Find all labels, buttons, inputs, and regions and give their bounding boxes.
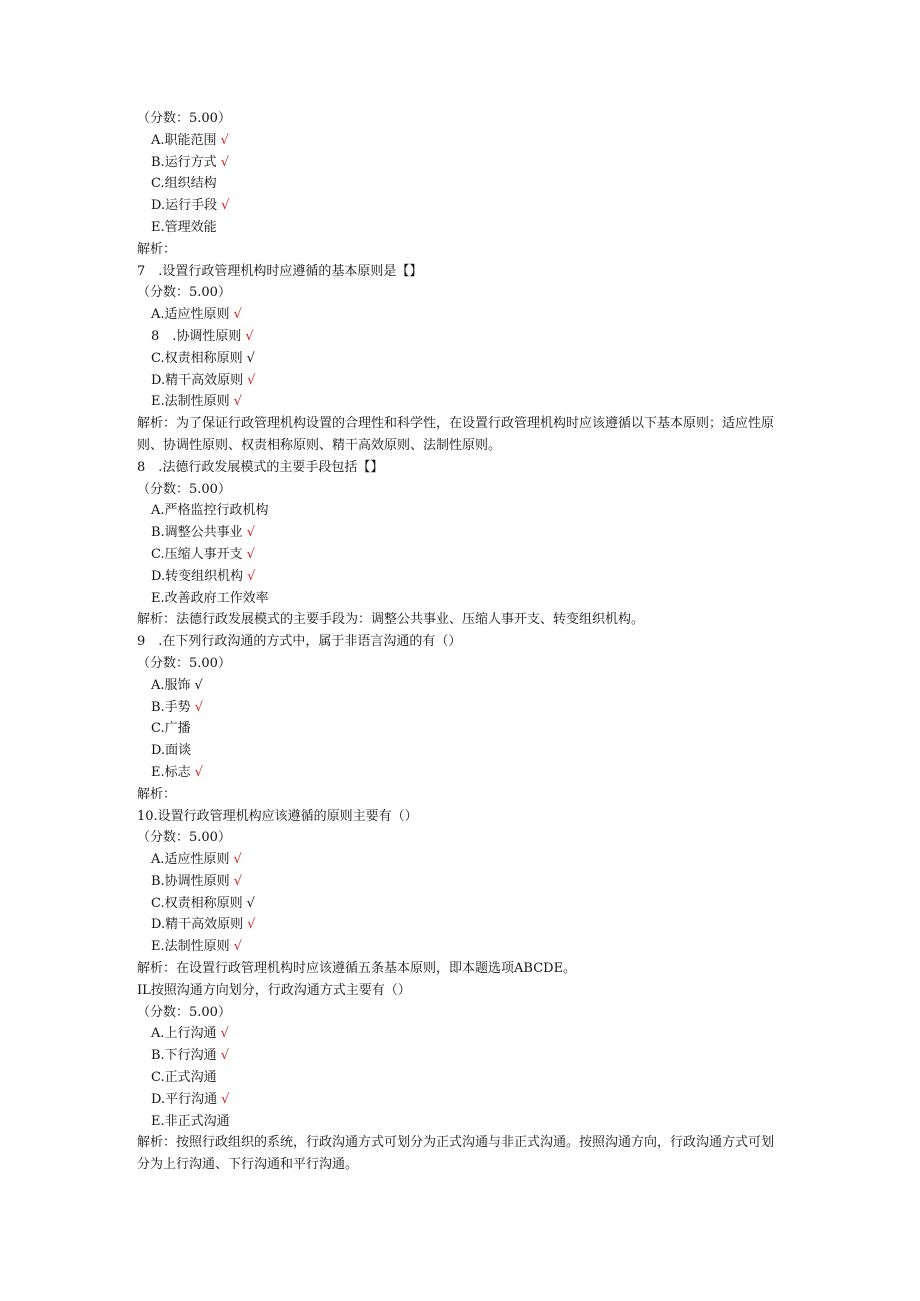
option-text: A.服饰 — [151, 677, 191, 693]
check-mark-icon: √ — [220, 154, 229, 170]
check-mark-icon: √ — [220, 132, 229, 148]
option-item — [0, 391, 920, 413]
option-text: C.压缩人事开支 — [151, 546, 243, 562]
analysis-label: 解析： — [137, 1135, 177, 1151]
option-text: A.适应性原则 — [151, 307, 230, 323]
option-item — [0, 1023, 920, 1045]
check-mark-icon: √ — [220, 1048, 229, 1064]
question-title: 10.设置行政管理机构应该遵循的原则主要有（） — [137, 808, 418, 824]
option-item — [0, 588, 920, 610]
option-text: C.组织结构 — [151, 176, 217, 192]
option-item — [0, 871, 920, 893]
option-item — [0, 936, 920, 958]
check-mark-icon: √ — [194, 699, 203, 715]
check-mark-icon: √ — [245, 328, 254, 344]
option-text: E.管理效能 — [151, 219, 217, 235]
question-title: 9 .在下列行政沟通的方式中，属于非语言沟通的有（） — [137, 634, 462, 650]
option-text: B.手势 — [151, 699, 191, 715]
check-mark-icon: √ — [246, 895, 255, 911]
option-text: B.下行沟通 — [151, 1048, 217, 1064]
analysis-paragraph — [0, 784, 920, 806]
option-text: E.法制性原则 — [151, 939, 230, 955]
option-text: D.运行手段 — [151, 198, 218, 214]
option-text: E.改善政府工作效率 — [151, 590, 269, 606]
option-item — [0, 1045, 920, 1067]
analysis-label: 解析： — [137, 786, 177, 802]
option-item — [0, 697, 920, 719]
analysis-label: 解析： — [137, 241, 177, 257]
option-item — [0, 348, 920, 370]
option-item — [0, 152, 920, 174]
option-text: D.精干高效原则 — [151, 917, 244, 933]
option-text: C.广播 — [151, 721, 191, 737]
option-item — [0, 1067, 920, 1089]
check-mark-icon: √ — [247, 568, 256, 584]
option-text: C.权责相称原则 — [151, 350, 243, 366]
option-item — [0, 500, 920, 522]
option-item — [0, 849, 920, 871]
option-item — [0, 173, 920, 195]
option-item — [0, 893, 920, 915]
check-mark-icon: √ — [233, 394, 242, 410]
check-mark-icon: √ — [233, 873, 242, 889]
option-item — [0, 130, 920, 152]
option-text: C.权责相称原则 — [151, 895, 243, 911]
option-text: E.标志 — [151, 764, 191, 780]
analysis-text: 按照行政组织的系统，行政沟通方式可划分为正式沟通与非正式沟通。按照沟通方向，行政沟通方式可划分为上行沟通、下行沟通和平行沟通。 — [137, 1135, 775, 1173]
option-text: B.协调性原则 — [151, 873, 230, 889]
option-item — [0, 304, 920, 326]
check-mark-icon: √ — [194, 764, 203, 780]
option-text: D.面谈 — [151, 743, 192, 759]
check-mark-icon: √ — [246, 546, 255, 562]
option-item — [0, 370, 920, 392]
check-mark-icon: √ — [221, 198, 230, 214]
option-item — [0, 544, 920, 566]
analysis-paragraph — [0, 1132, 785, 1176]
option-text: D.平行沟通 — [151, 1091, 218, 1107]
score-label: （分数：5.00） — [137, 1004, 231, 1020]
check-mark-icon: √ — [246, 525, 255, 541]
score-label: （分数：5.00） — [137, 285, 231, 301]
analysis-paragraph — [0, 413, 785, 457]
check-mark-icon: √ — [221, 1091, 230, 1107]
option-text: A.严格监控行政机构 — [151, 503, 269, 519]
check-mark-icon: √ — [247, 372, 256, 388]
question-title: 8 .法德行政发展模式的主要手段包括【】 — [137, 459, 384, 475]
option-text: B.调整公共事业 — [151, 525, 243, 541]
score-label: （分数：5.00） — [137, 830, 231, 846]
option-text: E.法制性原则 — [151, 394, 230, 410]
check-mark-icon: √ — [233, 852, 242, 868]
analysis-paragraph — [0, 239, 920, 261]
score-label: （分数：5.00） — [137, 655, 231, 671]
question-title: IL按照沟通方向划分，行政沟通方式主要有（） — [137, 982, 411, 998]
document-page — [0, 108, 920, 1176]
check-mark-icon: √ — [247, 917, 256, 933]
check-mark-icon: √ — [233, 307, 242, 323]
option-item — [0, 566, 920, 588]
analysis-paragraph — [0, 958, 785, 980]
check-mark-icon: √ — [246, 350, 255, 366]
score-label: （分数：5.00） — [137, 481, 231, 497]
option-text: A.上行沟通 — [151, 1026, 217, 1042]
analysis-paragraph — [0, 609, 785, 631]
analysis-text: 为了保证行政管理机构设置的合理性和科学性，在设置行政管理机构时应该遵循以下基本原则；适应性原则、协调性原则、权责相称原则、精干高效原则、法制性原则。 — [137, 416, 775, 453]
option-item — [0, 762, 920, 784]
option-text: C.正式沟通 — [151, 1070, 217, 1086]
check-mark-icon: √ — [233, 939, 242, 955]
option-text: D.转变组织机构 — [151, 568, 244, 584]
option-item — [0, 740, 920, 762]
option-item — [0, 217, 920, 239]
score-label: （分数：5.00） — [137, 111, 231, 126]
analysis-text: 在设置行政管理机构时应该遵循五条基本原则，即本题选项ABCDE。 — [176, 961, 577, 977]
question-title: 7 .设置行政管理机构时应遵循的基本原则是【】 — [137, 263, 423, 279]
option-text: E.非正式沟通 — [151, 1113, 230, 1129]
analysis-text: 法德行政发展模式的主要手段为：调整公共事业、压缩人事开支、转变组织机构。 — [176, 612, 645, 628]
option-item — [0, 718, 920, 740]
check-mark-icon: √ — [220, 1026, 229, 1042]
option-text: A.职能范围 — [151, 132, 217, 148]
option-text: A.适应性原则 — [151, 852, 230, 868]
option-item — [0, 195, 920, 217]
option-item — [0, 326, 920, 348]
option-item — [0, 914, 920, 936]
option-item — [0, 1111, 920, 1133]
analysis-label: 解析： — [137, 961, 177, 977]
option-text: D.精干高效原则 — [151, 372, 244, 388]
option-item — [0, 675, 920, 697]
option-item — [0, 1089, 920, 1111]
option-text: 8 .协调性原则 — [151, 328, 242, 344]
analysis-label: 解析： — [137, 416, 177, 432]
option-text: B.运行方式 — [151, 154, 217, 170]
option-item — [0, 522, 920, 544]
analysis-label: 解析： — [137, 612, 177, 628]
check-mark-icon: √ — [194, 677, 203, 693]
